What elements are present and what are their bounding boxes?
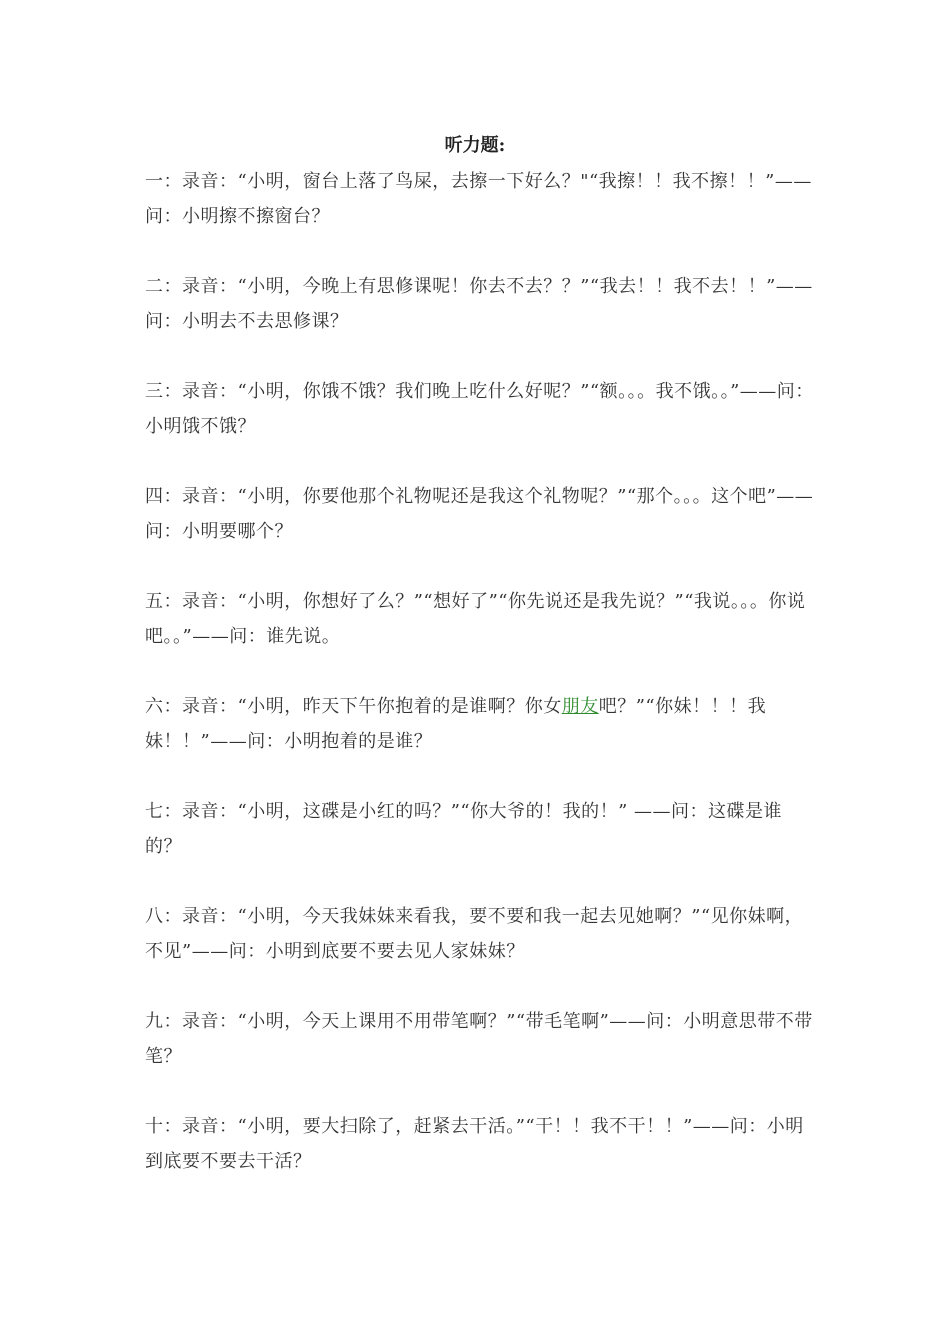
question-2: 二：录音：“小明，今晚上有思修课呢！你去不去？？”“我去！！我不去！！”——问：小明去不去思修课？ (145, 276, 813, 332)
document-title: 听力题: (444, 135, 506, 156)
question-6 (145, 689, 815, 759)
question-5: 五：录音：“小明，你想好了么？”“想好了”“你先说还是我先说？”“我说。。。你说吧。。”——问：谁先说。 (145, 591, 806, 647)
question-6-text-before: 六：录音：“小明，昨天下午你抱着的是谁啊？你女 (145, 696, 562, 717)
question-8: 八：录音：“小明，今天我妹妹来看我，要不要和我一起去见她啊？”“见你妹啊，不见”——问：小明到底要不要去见人家妹妹？ (145, 906, 804, 962)
question-list (145, 164, 815, 1214)
question-10: 十：录音：“小明，要大扫除了，赶紧去干活。”“干！！我不干！！”——问：小明到底要不要去干活？ (145, 1116, 804, 1172)
question-7: 七：录音：“小明，这碟是小红的吗？”“你大爷的！我的！” ——问：这碟是谁的？ (145, 801, 783, 857)
question-4: 四：录音：“小明，你要他那个礼物呢还是我这个礼物呢？”“那个。。。这个吧”——问：小明要哪个？ (145, 486, 814, 542)
question-6-text-after: 吧？”“你妹！！！我妹！！”——问：小明抱着的是谁？ (145, 696, 767, 752)
question-3: 三：录音：“小明，你饿不饿？我们晚上吃什么好呢？”“额。。。我不饿。。”——问：小明饿不饿？ (145, 381, 814, 437)
friend-link[interactable]: 朋友 (561, 696, 599, 717)
question-1: 一：录音：“小明，窗台上落了鸟屎，去擦一下好么？"“我擦！！我不擦！！”——问：小明擦不擦窗台？ (145, 171, 812, 227)
question-9: 九：录音：“小明，今天上课用不用带笔啊？”“带毛笔啊”——问：小明意思带不带笔？ (145, 1011, 813, 1067)
